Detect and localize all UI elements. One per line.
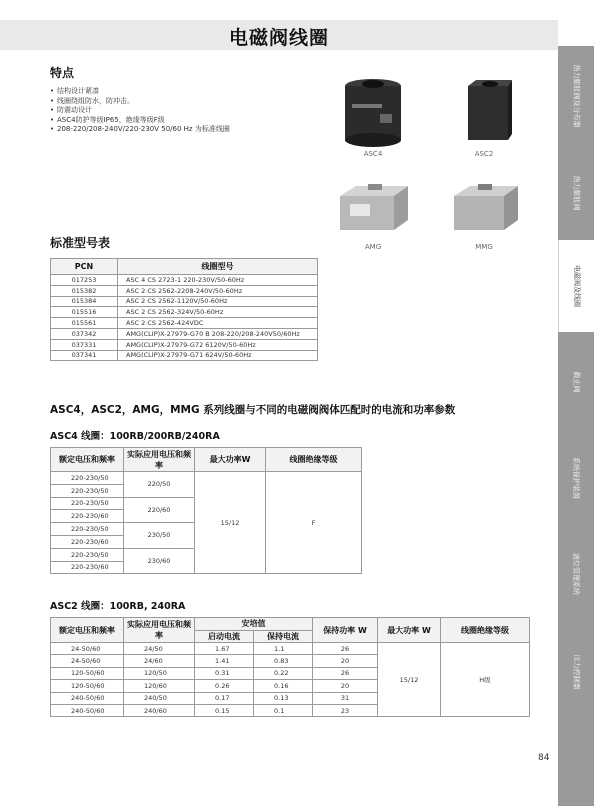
side-tab-solenoid-coil[interactable]: 电磁阀及线圈 (558, 240, 594, 333)
actual-voltage-cell: 120/50 (124, 667, 195, 679)
side-tab-txv-distributor[interactable]: 热力膨胀阀及分布器 (558, 46, 594, 147)
table-row (51, 318, 318, 329)
column-header: 线圈型号 (118, 259, 318, 275)
asc4-caption: ASC4 (363, 150, 383, 158)
features-heading: 特点 (50, 66, 75, 80)
asc2-caption: ASC2 (474, 150, 494, 158)
page-title: 电磁阀线圈 (228, 27, 329, 49)
table-header-row (51, 618, 530, 631)
asc4-table-heading: ASC4 线圈：100RB/200RB/240RA (50, 431, 220, 442)
feature-item: • 线圈绕组防水，防冲击。 (50, 97, 320, 107)
rated-voltage-cell: 220-230/50 (51, 484, 124, 497)
side-tab-shutoff-valve[interactable]: 截止阀 (558, 332, 594, 433)
standard-models-heading: 标准型号表 (50, 236, 111, 250)
column-subheader: 启动电流 (195, 630, 254, 643)
hold-power-cell: 23 (313, 704, 378, 716)
standard-models-table (50, 258, 318, 361)
table-row (51, 472, 362, 485)
hold-power-cell: 20 (313, 655, 378, 667)
column-header: 最大功率 W (378, 618, 441, 643)
pcn-cell: 015561 (51, 318, 118, 329)
model-cell: AMG(CLIP)X-27979-G70 B 208-220/208-240V50/60Hz (118, 328, 318, 339)
asc4-coil-image (338, 72, 408, 150)
actual-voltage-cell: 220/50 (124, 472, 195, 498)
rated-voltage-cell: 220-230/60 (51, 510, 124, 523)
parameters-section-heading: ASC4，ASC2，AMG，MMG 系列线圈与不同的电磁阀阀体匹配时的电流和功率参数 (50, 404, 456, 416)
table-header-row (51, 259, 318, 275)
pcn-cell: 015382 (51, 285, 118, 296)
asc2-parameters-table (50, 617, 530, 717)
pcn-cell: 017253 (51, 275, 118, 286)
hold-current-cell: 0.13 (254, 692, 313, 704)
asc2-coil-image (462, 78, 514, 146)
column-header: 保持功率 W (313, 618, 378, 643)
pcn-cell: 015384 (51, 296, 118, 307)
table-row (51, 307, 318, 318)
rated-voltage-cell: 120-50/60 (51, 680, 124, 692)
rated-voltage-cell: 24-50/60 (51, 643, 124, 655)
column-header: 安培值 (195, 618, 313, 631)
hold-current-cell: 0.83 (254, 655, 313, 667)
rated-voltage-cell: 220-230/50 (51, 523, 124, 536)
side-tab-txv[interactable]: 热力膨胀阀 (558, 146, 594, 241)
start-current-cell: 1.41 (195, 655, 254, 667)
table-row (51, 285, 318, 296)
insulation-cell: H级 (441, 643, 530, 717)
model-cell: AMG(CLIP)X-27979-G71 624V/50-60Hz (118, 350, 318, 361)
model-cell: ASC 2 CS 2562-324V/50-60Hz (118, 307, 318, 318)
amg-coil-image (334, 182, 414, 238)
start-current-cell: 0.17 (195, 692, 254, 704)
rated-voltage-cell: 220-230/50 (51, 472, 124, 485)
side-tab-blank (558, 720, 594, 807)
table-row (51, 328, 318, 339)
start-current-cell: 0.26 (195, 680, 254, 692)
actual-voltage-cell: 24/50 (124, 643, 195, 655)
hold-power-cell: 20 (313, 680, 378, 692)
insulation-cell: F (266, 472, 362, 574)
column-subheader: 保持电流 (254, 630, 313, 643)
side-tab-level-management[interactable]: 液位管理系统 (558, 524, 594, 625)
hold-current-cell: 1.1 (254, 643, 313, 655)
hold-power-cell: 31 (313, 692, 378, 704)
rated-voltage-cell: 220-230/60 (51, 561, 124, 574)
actual-voltage-cell: 220/60 (124, 497, 195, 523)
hold-current-cell: 0.16 (254, 680, 313, 692)
table-row (51, 643, 530, 655)
rated-voltage-cell: 240-50/60 (51, 704, 124, 716)
actual-voltage-cell: 230/60 (124, 548, 195, 574)
rated-voltage-cell: 240-50/60 (51, 692, 124, 704)
mmg-caption: MMG (475, 243, 493, 251)
pcn-cell: 037331 (51, 339, 118, 350)
start-current-cell: 0.31 (195, 667, 254, 679)
rated-voltage-cell: 220-230/60 (51, 535, 124, 548)
table-row (51, 350, 318, 361)
pcn-cell: 015516 (51, 307, 118, 318)
table-row (51, 275, 318, 286)
column-header: 额定电压和频率 (51, 448, 124, 472)
rated-voltage-cell: 24-50/60 (51, 655, 124, 667)
max-power-cell: 15/12 (195, 472, 266, 574)
model-cell: ASC 2 CS 2562-2208-240V/50-60Hz (118, 285, 318, 296)
side-tab-pressure-control[interactable]: 压力控制器 (558, 624, 594, 721)
pcn-cell: 037341 (51, 350, 118, 361)
hold-current-cell: 0.22 (254, 667, 313, 679)
actual-voltage-cell: 230/50 (124, 523, 195, 549)
asc2-table-heading: ASC2 线圈：100RB, 240RA (50, 601, 186, 612)
actual-voltage-cell: 120/60 (124, 680, 195, 692)
column-header: 实际应用电压和频率 (124, 618, 195, 643)
feature-item: • 208-220/208-240V/220-230V 50/60 Hz 为标准线圈 (50, 125, 320, 135)
actual-voltage-cell: 240/50 (124, 692, 195, 704)
amg-caption: AMG (364, 243, 382, 251)
features-list (50, 87, 320, 135)
feature-item: • 结构设计紧凑 (50, 87, 320, 97)
page-number: 84 (538, 753, 550, 763)
asc4-parameters-table (50, 447, 362, 574)
hold-power-cell: 26 (313, 643, 378, 655)
feature-item: • ASC4防护等级IP65，绝缘等级F级 (50, 116, 320, 126)
table-header-row (51, 448, 362, 472)
model-cell: AMG(CLIP)X-27979-G72 6120V/50-60Hz (118, 339, 318, 350)
rated-voltage-cell: 120-50/60 (51, 667, 124, 679)
model-cell: ASC 2 CS 2562-1120V/50-60Hz (118, 296, 318, 307)
column-header: PCN (51, 259, 118, 275)
actual-voltage-cell: 24/60 (124, 655, 195, 667)
mmg-coil-image (448, 182, 524, 238)
feature-item: • 防震动设计 (50, 106, 320, 116)
start-current-cell: 0.15 (195, 704, 254, 716)
model-cell: ASC 4 CS 2723-1 220-230V/50-60Hz (118, 275, 318, 286)
start-current-cell: 1.67 (195, 643, 254, 655)
column-header: 额定电压和频率 (51, 618, 124, 643)
column-header: 线圈绝缘等级 (441, 618, 530, 643)
rated-voltage-cell: 220-230/50 (51, 548, 124, 561)
table-row (51, 296, 318, 307)
table-row (51, 339, 318, 350)
column-header: 最大功率W (195, 448, 266, 472)
actual-voltage-cell: 240/60 (124, 704, 195, 716)
hold-current-cell: 0.1 (254, 704, 313, 716)
hold-power-cell: 26 (313, 667, 378, 679)
column-header: 线圈绝缘等级 (266, 448, 362, 472)
side-tab-bar (558, 46, 594, 806)
side-tab-system-protection[interactable]: 系统保护装置 (558, 432, 594, 525)
model-cell: ASC 2 CS 2562-424VDC (118, 318, 318, 329)
max-power-cell: 15/12 (378, 643, 441, 717)
column-header: 实际应用电压和频率 (124, 448, 195, 472)
pcn-cell: 037342 (51, 328, 118, 339)
rated-voltage-cell: 220-230/50 (51, 497, 124, 510)
page-header (0, 20, 558, 50)
